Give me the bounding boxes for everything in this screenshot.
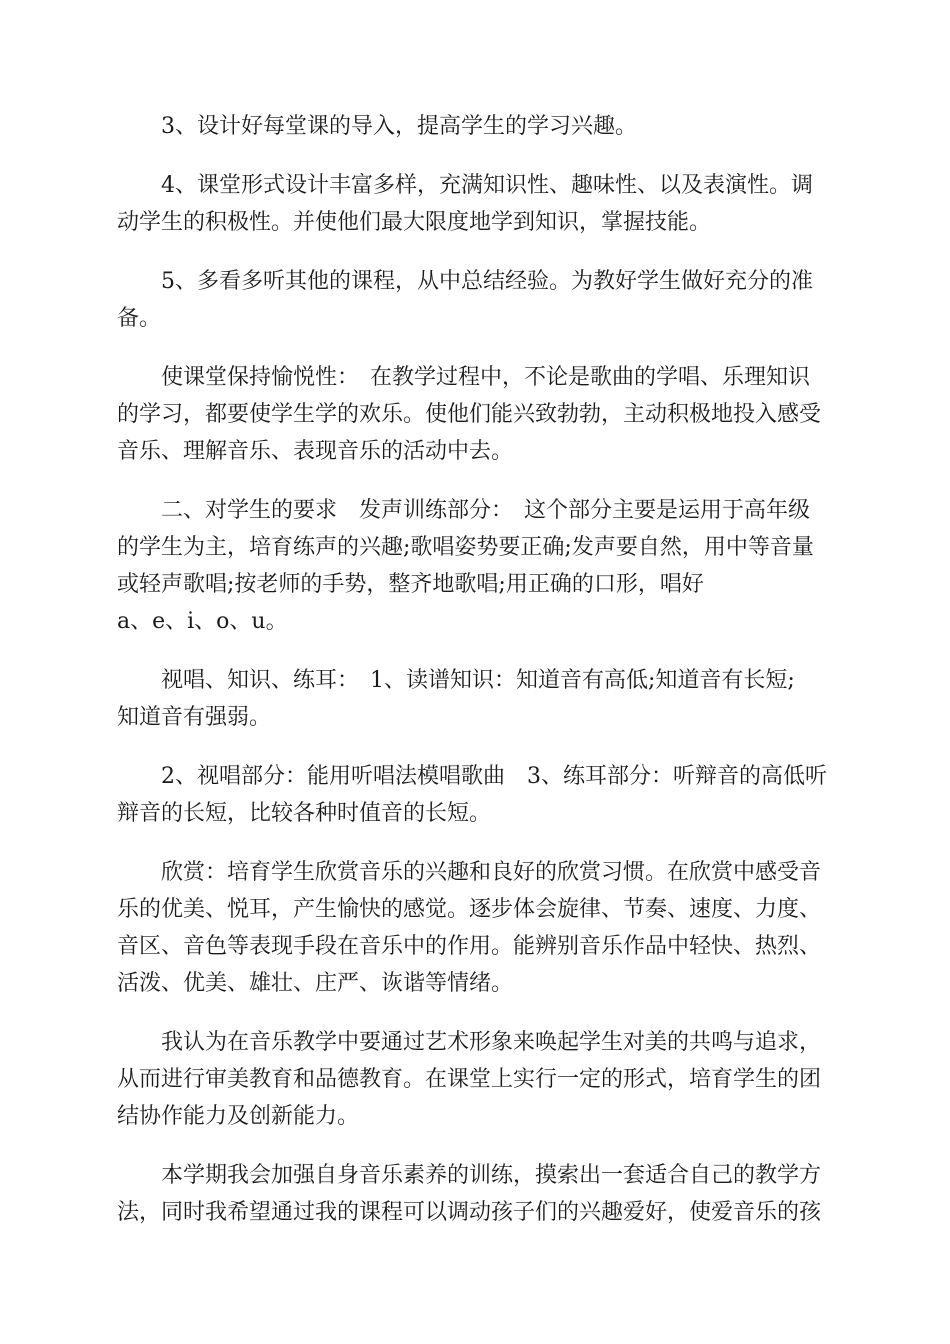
paragraph-ear-training: [117, 758, 833, 832]
paragraph-sight-singing: [117, 662, 833, 736]
text-line: 乐的优美、悦耳，产生愉快的感觉。逐步体会旋律、节奏、速度、力度、: [117, 897, 822, 922]
paragraph-student-requirements: [117, 492, 833, 640]
text-line: 动学生的积极性。并使他们最大限度地学到知识，掌握技能。: [117, 210, 712, 235]
text-line: 音区、音色等表现手段在音乐中的作用。能辨别音乐作品中轻快、热烈、: [117, 934, 822, 959]
text-line: 使课堂保持愉悦性： 在教学过程中，不论是歌曲的学唱、乐理知识: [161, 365, 811, 390]
paragraph-semester-plan: [117, 1157, 833, 1231]
paragraph-appreciation: [117, 854, 833, 1002]
paragraph-class-format: [117, 167, 833, 241]
text-line: 或轻声歌唱;按老师的手势，整齐地歌唱;用正确的口形，唱好: [117, 572, 704, 597]
paragraph-aesthetic-education: [117, 1024, 833, 1135]
text-line: 法，同时我希望通过我的课程可以调动孩子们的兴趣爱好，使爱音乐的孩: [117, 1200, 822, 1225]
text-line: 4、课堂形式设计丰富多样，充满知识性、趣味性、以及表演性。调: [161, 173, 813, 198]
paragraph-pleasant-classroom: [117, 359, 833, 470]
document-body: [117, 108, 833, 1253]
text-line: a、e、i、o、u。: [117, 609, 288, 634]
text-line: 活泼、优美、雄壮、庄严、诙谐等情绪。: [117, 971, 514, 996]
text-line: 3、设计好每堂课的导入，提高学生的学习兴趣。: [161, 114, 637, 139]
text-line: 欣赏：培育学生欣赏音乐的兴趣和良好的欣赏习惯。在欣赏中感受音: [161, 860, 822, 885]
text-line: 的学生为主，培育练声的兴趣;歌唱姿势要正确;发声要自然，用中等音量: [117, 535, 814, 560]
text-line: 结协作能力及创新能力。: [117, 1104, 360, 1129]
text-line: 备。: [117, 306, 162, 331]
text-line: 视唱、知识、练耳： 1、读谱知识：知道音有高低;知道音有长短;: [161, 668, 795, 693]
text-line: 5、多看多听其他的课程，从中总结经验。为教好学生做好充分的准: [161, 269, 813, 294]
text-line: 2、视唱部分：能用听唱法模唱歌曲 3、练耳部分：听辩音的高低听: [161, 764, 827, 789]
text-line: 从而进行审美教育和品德教育。在课堂上实行一定的形式，培育学生的团: [117, 1067, 822, 1092]
paragraph-lesson-intro: [117, 108, 833, 145]
text-line: 本学期我会加强自身音乐素养的训练，摸索出一套适合自己的教学方: [161, 1163, 822, 1188]
paragraph-observe-courses: [117, 263, 833, 337]
text-line: 辩音的长短，比较各种时值音的长短。: [117, 801, 492, 826]
text-line: 的学习，都要使学生学的欢乐。使他们能兴致勃勃，主动积极地投入感受: [117, 402, 822, 427]
text-line: 知道音有强弱。: [117, 705, 272, 730]
text-line: 我认为在音乐教学中要通过艺术形象来唤起学生对美的共鸣与追求，: [161, 1030, 822, 1055]
text-line: 二、对学生的要求 发声训练部分： 这个部分主要是运用于高年级: [161, 498, 811, 523]
text-line: 音乐、理解音乐、表现音乐的活动中去。: [117, 439, 514, 464]
